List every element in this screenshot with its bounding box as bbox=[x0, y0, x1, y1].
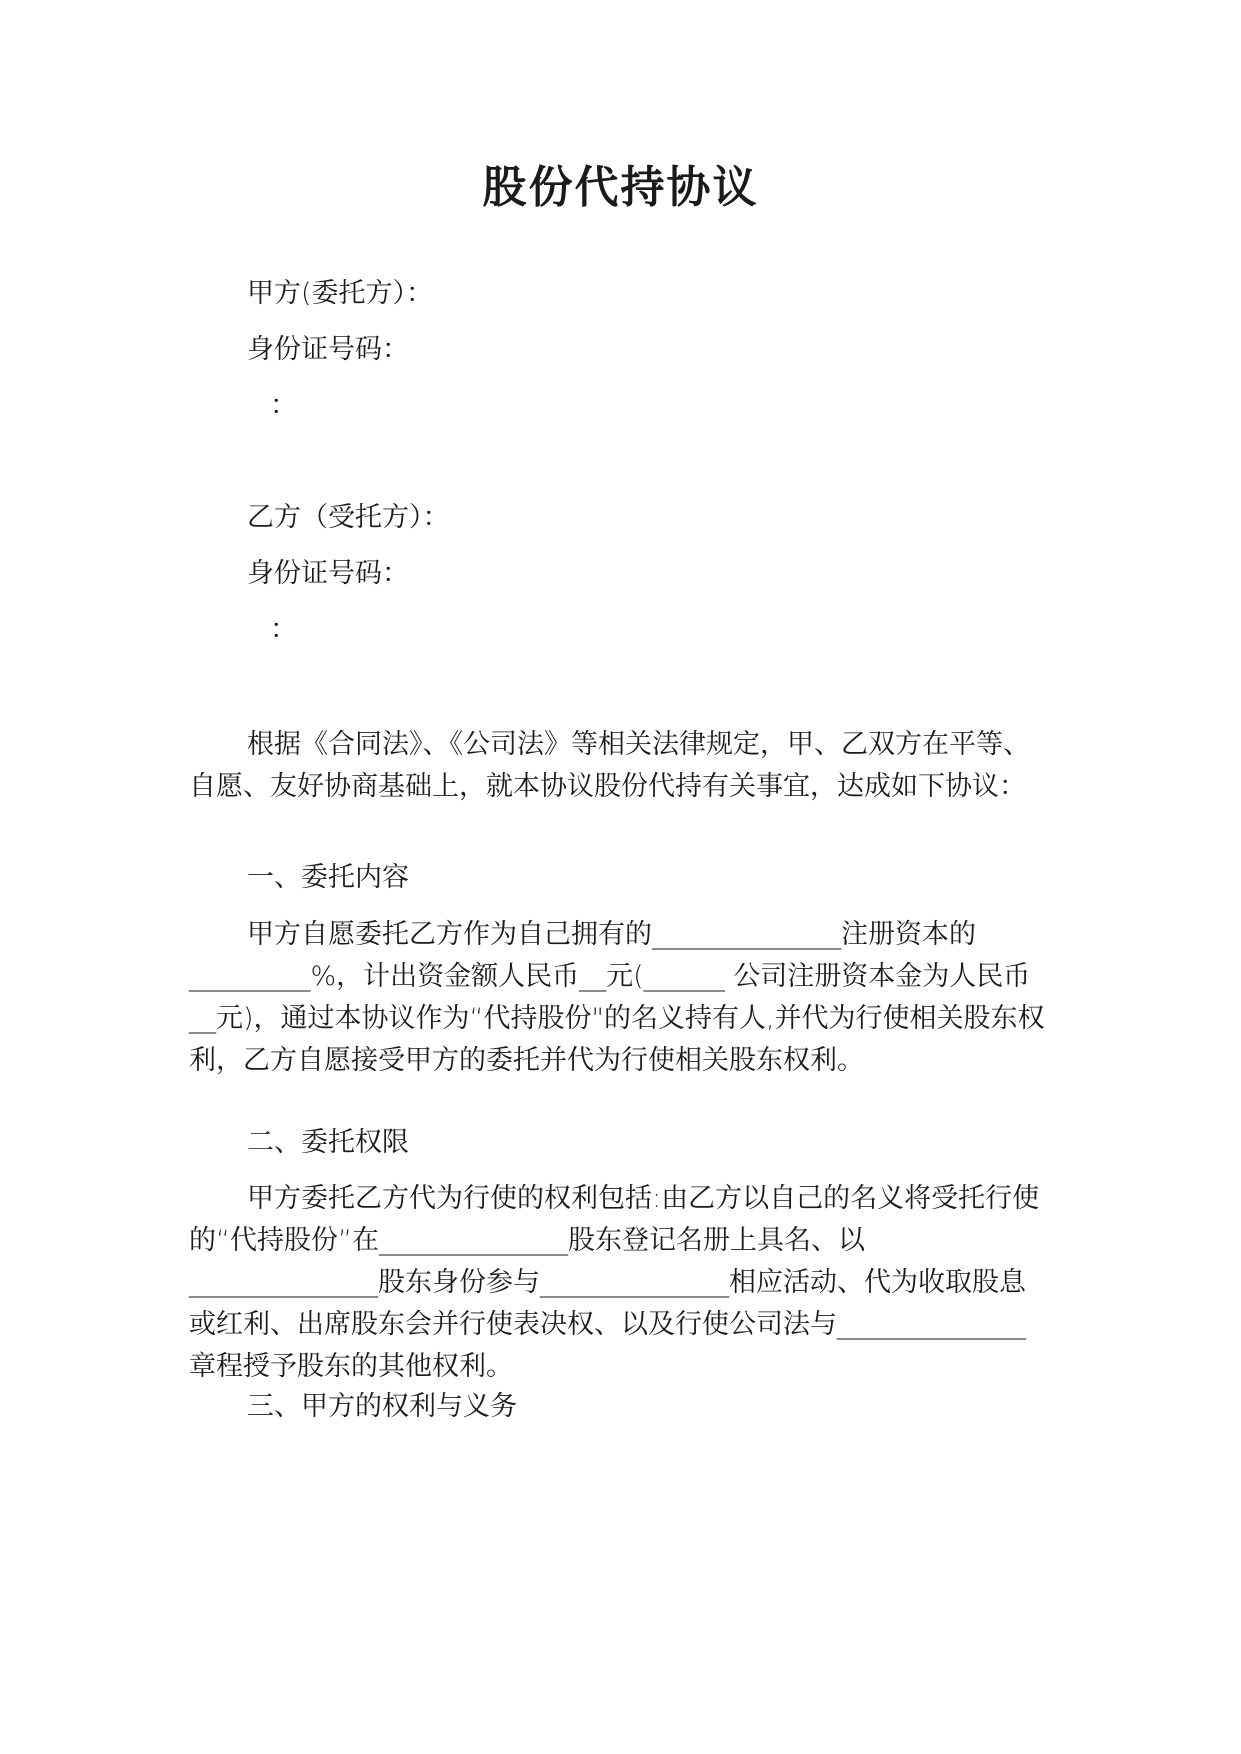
party-b-id-label: 身份证号码： bbox=[247, 558, 409, 589]
section2-text: 甲方委托乙方代为行使的权利包括:由乙方以自己的名义将受托行使的“代持股份”在______________股东登记名册上具名、以______________股东身份参与______________相应活动、代为收取股息或红利、出席股东会并行使表决权、以及行使公司法与______________章程授予股东的其他权利。 bbox=[189, 1183, 1040, 1382]
party-a-id-label: 身份证号码： bbox=[247, 334, 409, 365]
section2-paragraph bbox=[189, 1178, 1049, 1388]
section1-paragraph bbox=[189, 914, 1049, 1082]
section2-heading: 二、委托权限 bbox=[247, 1127, 409, 1158]
party-a-extra: ： bbox=[270, 390, 297, 421]
party-a-label: 甲方(委托方）： bbox=[247, 278, 434, 309]
party-b-label: 乙方（受托方）： bbox=[247, 502, 450, 533]
section3-heading: 三、甲方的权利与义务 bbox=[247, 1391, 517, 1422]
section1-text: 甲方自愿委托乙方作为自己拥有的______________注册资本的_________%，计出资金额人民币__元(______ 公司注册资本金为人民币__元)，通过本协议作为“代持股份"的名义持有人,并代为行使相关股东权利，乙方自愿接受甲方的委托并代为行使相关股东权利。 bbox=[189, 919, 1045, 1076]
preamble-text: 根据《合同法》、《公司法》等相关法律规定，甲、乙双方在平等、自愿、友好协商基础上，就本协议股份代持有关事宜，达成如下协议： bbox=[189, 729, 1030, 802]
document-title: 股份代持协议 bbox=[482, 162, 759, 213]
section1-heading: 一、委托内容 bbox=[247, 862, 409, 893]
preamble-paragraph bbox=[189, 724, 1049, 808]
party-b-extra: ： bbox=[270, 614, 297, 645]
